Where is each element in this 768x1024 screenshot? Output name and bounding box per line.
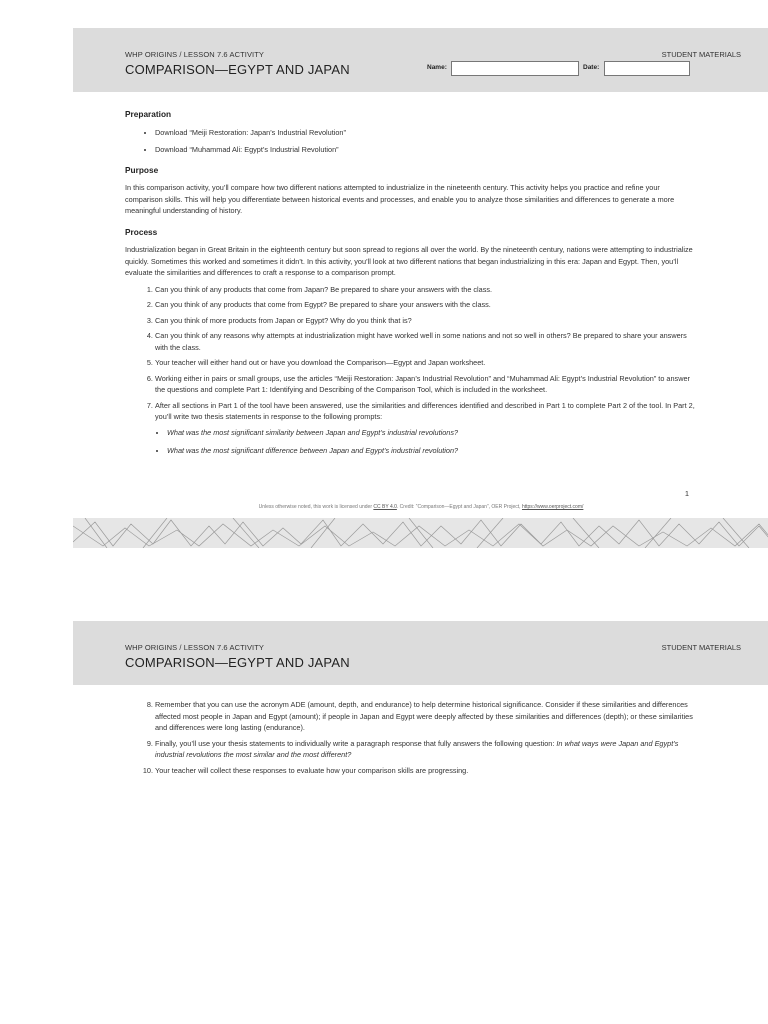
process-step (155, 765, 699, 777)
process-step-text: After all sections in Part 1 of the tool have been answered, use the similarities and differences identified and described in Part 1 to complete Part 2 of the tool. In Part 2, you’ll write two thesis statements in response to the following prompts: (155, 400, 695, 421)
page-2-body (125, 699, 699, 780)
license-footer (73, 504, 768, 510)
lesson-kicker: WHP ORIGINS / LESSON 7.6 ACTIVITY (125, 50, 265, 59)
document-page-2 (73, 621, 768, 1024)
step-text: Finally, you’ll use your thesis statements to individually write a paragraph response that fully answers the following question: (155, 738, 557, 748)
thesis-prompts (155, 427, 699, 457)
date-field[interactable] (604, 61, 690, 76)
process-step (155, 699, 699, 734)
process-step: 3. Can you think of more products from Japan or Egypt? Why do you think that is? (155, 315, 699, 327)
preparation-item: • Download “Meiji Restoration: Japan’s Industrial Revolution” (155, 127, 699, 139)
process-step: 4. Can you think of any reasons why attempts at industrialization might have worked well in some nations and not so well in others? Be prepared to share your answers with the class. (155, 330, 699, 353)
oer-project-link[interactable]: https://www.oerproject.com/ (521, 504, 584, 510)
process-heading: Process (125, 226, 158, 237)
process-steps-continued (125, 699, 699, 776)
lesson-kicker: WHP ORIGINS / LESSON 7.6 ACTIVITY (125, 643, 265, 652)
page-number: 1 (684, 489, 689, 498)
step-text: Your teacher will collect these responses to evaluate how your comparison skills are progressing. (155, 765, 469, 775)
document-page-1 (73, 28, 768, 548)
process-step: 6. Working either in pairs or small groups, use the articles “Meiji Restoration: Japan’s Industrial Revolution” and “Muhammad Ali: Egypt’s Industrial Revolution” to answer the questions and complete Part 1: Identifying and Describing of the Comparison Tool, which is included in the worksheet. (155, 373, 699, 396)
page-header (73, 621, 768, 685)
date-label: Date: (583, 64, 600, 71)
process-steps (125, 284, 699, 457)
preparation-item: • Download “Muhammad Ali: Egypt’s Industrial Revolution” (155, 144, 699, 156)
student-materials-label: STUDENT MATERIALS (661, 50, 741, 59)
purpose-heading: Purpose (125, 164, 159, 175)
step-text: Remember that you can use the acronym ADE (amount, depth, and endurance) to help determine historical significance. Consider if these similarities and differences affected most people in Japan and Egypt (amount); if people in Japan and Egypt were deeply affected by these similarities and differences (depth); or these similarities and differences were long lasting (endurance). (155, 700, 693, 732)
process-step: 2. Can you think of any products that come from Egypt? Be prepared to share your answers with the class. (155, 299, 699, 311)
preparation-list (125, 127, 699, 156)
process-step-7 (155, 400, 699, 457)
name-field[interactable] (451, 61, 579, 76)
page-title: COMPARISON—EGYPT AND JAPAN (125, 62, 350, 77)
thesis-prompt: • What was the most significant similarity between Japan and Egypt’s industrial revolutions? (167, 427, 699, 439)
process-step: 1. Can you think of any products that come from Japan? Be prepared to share your answers with the class. (155, 284, 699, 296)
purpose-text: In this comparison activity, you’ll compare how two different nations attempted to industrialize in the nineteenth century. This activity helps you practice and refine your comparison skills. This will help you differentiate between historical events and processes, and enable you to analyze those similarities and differences to generate a more meaningful understanding of history. (125, 183, 675, 215)
name-label: Name: (427, 64, 447, 71)
page-title: COMPARISON—EGYPT AND JAPAN (125, 655, 350, 670)
thesis-prompt: • What was the most significant difference between Japan and Egypt’s industrial revolution? (167, 445, 699, 457)
license-link[interactable]: CC BY 4.0 (373, 504, 397, 510)
process-step (155, 738, 699, 761)
student-materials-label: STUDENT MATERIALS (661, 643, 741, 652)
footer-credit: . Credit: “Comparison—Egypt and Japan”, OER Project, (396, 504, 521, 510)
preparation-heading: Preparation (125, 109, 172, 119)
process-intro: Industrialization began in Great Britain in the eighteenth century but soon spread to regions all over the world. By the nineteenth century, nations were attempting to industrialize quickly. Sometimes this worked and sometimes it didn’t. In this activity, you’ll look at two different nations that began industrializing in this era: Japan and Egypt. Then, you’ll evaluate the similarities and differences to craft a response to a comparison prompt. (125, 245, 693, 277)
page-1-body (125, 109, 699, 464)
process-step: 5. Your teacher will either hand out or have you download the Comparison—Egypt and Japan worksheet. (155, 357, 699, 369)
page-header (73, 28, 768, 92)
step-italic-question: In what ways were Japan and Egypt’s industrial revolutions the most similar and the most different? (155, 738, 679, 759)
footer-text: Unless otherwise noted, this work is licensed under (258, 504, 372, 510)
geometric-line-pattern (73, 518, 768, 548)
